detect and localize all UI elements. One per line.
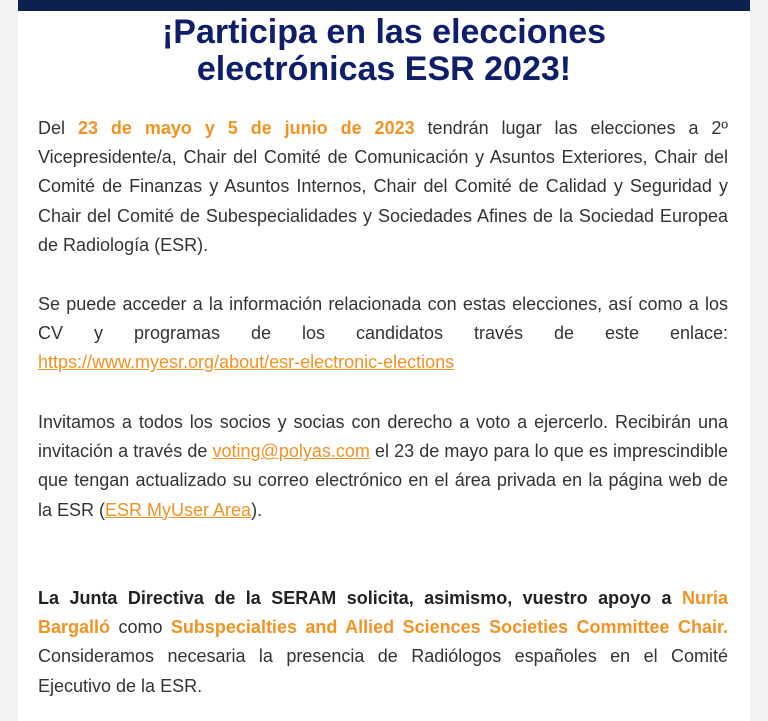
para1-prefix: Del: [38, 118, 78, 138]
para1-rest: tendrán lugar las elecciones a 2º Vicepresidente/a, Chair del Comité de Comunicación y Asuntos Exteriores, Chair del Comité de Finanzas y Asuntos Internos, Chair del Comité de Calidad y Seguridad y Chair del Comité de Subespecialidades y Sociedades Afines de la Sociedad Europea de Radiología (ESR).: [38, 118, 728, 255]
voting-email-link[interactable]: voting@polyas.com: [212, 441, 370, 462]
para3-part3: ).: [251, 499, 263, 520]
candidate-position: Subspecialties and Allied Sciences Societies Committee Chair.: [170, 617, 728, 638]
support-candidate-paragraph: [38, 584, 728, 701]
header-bar: [18, 0, 750, 11]
esr-myuser-area-link[interactable]: ESR MyUser Area: [105, 499, 252, 520]
esr-elections-link[interactable]: https://www.myesr.org/about/esr-electronic-elections: [38, 352, 455, 373]
para4-bold-intro: La Junta Directiva de la SERAM solicita, asimismo, vuestro apoyo a: [38, 588, 682, 608]
left-margin: [0, 0, 18, 721]
right-margin: [750, 0, 768, 721]
election-dates: 23 de mayo y 5 de junio de 2023: [77, 118, 415, 138]
page-title: [18, 14, 750, 88]
info-link-paragraph: [38, 290, 728, 378]
election-dates-paragraph: [38, 114, 728, 260]
para3-part1: Invitamos a todos los socios y socias con derecho a voto a ejercerlo. Recibirán una invitación a través de: [38, 412, 728, 462]
title-line-1: ¡Participa en las elecciones: [161, 13, 607, 51]
para4-rest: Consideramos necesaria la presencia de Radiólogos españoles en el Comité Ejecutivo de la ESR.: [38, 646, 728, 696]
para4-como: como: [110, 617, 171, 638]
title-line-2: electrónicas ESR 2023!: [196, 50, 572, 88]
para3-part2: el 23 de mayo para lo que es imprescindible que tengan actualizado su correo electrónico en el área privada en la página web de la ESR (: [38, 441, 728, 520]
candidate-name: Nuria Bargalló: [38, 588, 728, 638]
voting-invitation-paragraph: [38, 408, 728, 525]
para2-text: Se puede acceder a la información relacionada con estas elecciones, así como a los CV y programas de los candidatos través de este enlace:: [38, 294, 728, 344]
newsletter-card: [18, 0, 750, 721]
